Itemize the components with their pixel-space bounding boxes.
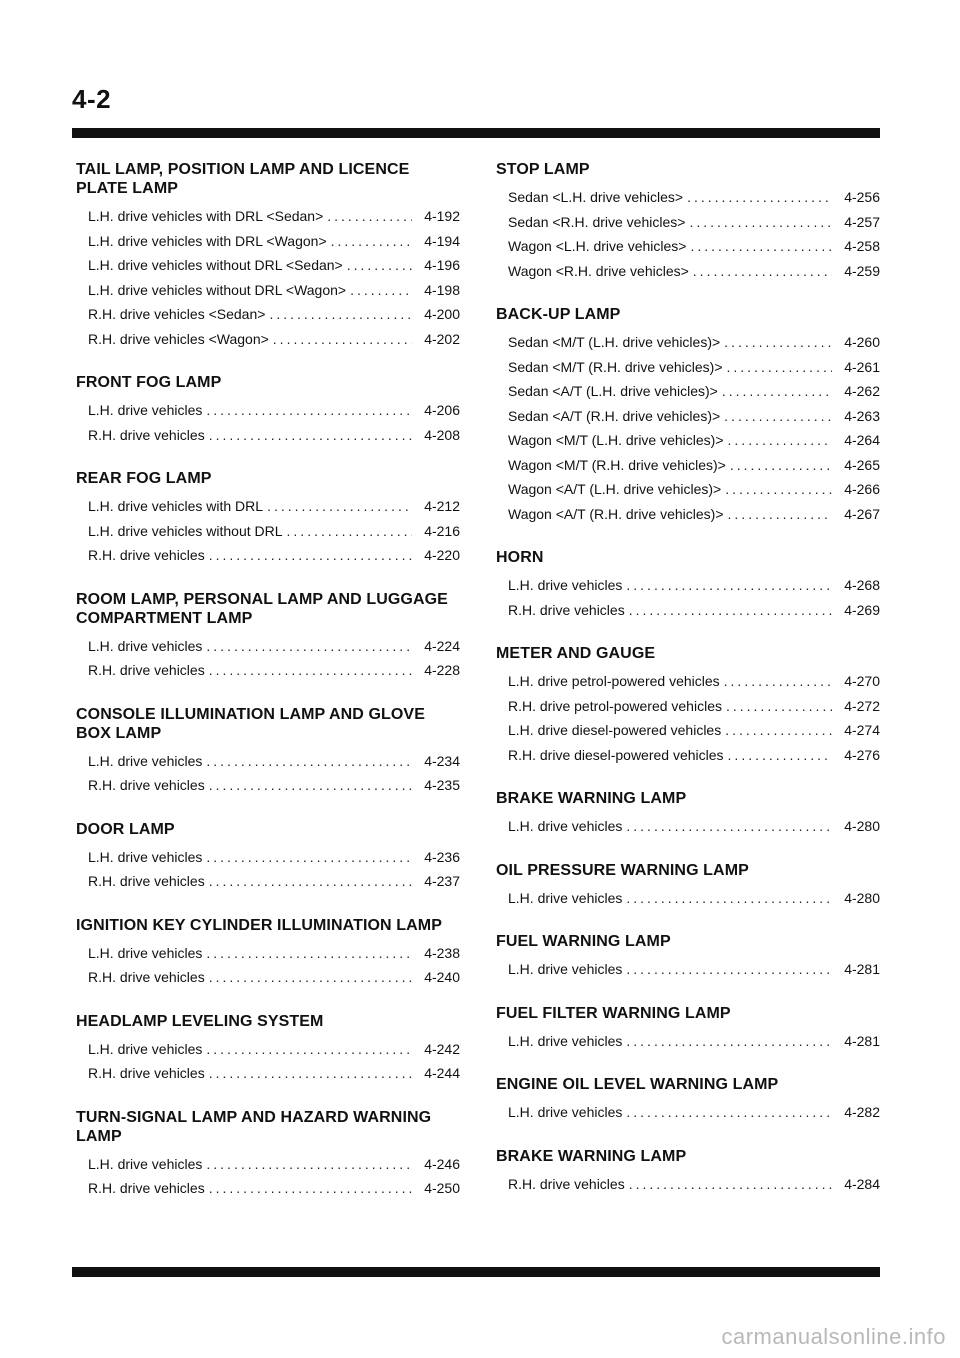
- page-number: 4-2: [72, 84, 112, 114]
- toc-entry[interactable]: [76, 1037, 460, 1062]
- toc-entry[interactable]: [76, 634, 460, 659]
- entry-page-number: 4-208: [424, 426, 460, 443]
- entry-page-number: 4-261: [844, 358, 880, 375]
- entry-page-number: 4-206: [424, 402, 460, 418]
- entry-title: L.H. drive petrol-powered vehicles: [508, 673, 720, 689]
- entry-page-number: 4-262: [844, 383, 880, 399]
- toc-section: [496, 1004, 880, 1054]
- dot-leader: [626, 1029, 832, 1054]
- section-heading: REAR FOG LAMP: [76, 470, 212, 487]
- dot-leader: [629, 1172, 832, 1197]
- entry-page-number: 4-236: [424, 848, 460, 865]
- section-heading: DOOR LAMP: [76, 820, 175, 838]
- section-heading: BACK-UP LAMP: [496, 306, 621, 323]
- entry-title: Sedan <M/T (L.H. drive vehicles)>: [508, 334, 721, 350]
- watermark: carmanualsonline.info: [721, 1324, 946, 1349]
- entry-page-number: 4-257: [844, 213, 880, 230]
- toc-entry[interactable]: [76, 773, 460, 798]
- entry-page-number: 4-281: [844, 1032, 880, 1049]
- entry-page-number: 4-212: [424, 498, 460, 514]
- toc-right-column: [496, 160, 880, 1218]
- toc-entry[interactable]: [496, 814, 880, 839]
- entry-title: R.H. drive vehicles: [88, 662, 205, 678]
- entry-title: L.H. drive vehicles with DRL <Sedan>: [88, 208, 324, 224]
- toc-section: [76, 1012, 460, 1086]
- toc-section: [76, 705, 460, 798]
- entry-title: Wagon <A/T (R.H. drive vehicles)>: [508, 505, 724, 522]
- toc-entry[interactable]: [76, 278, 460, 303]
- toc-entry[interactable]: [496, 330, 880, 355]
- toc-entry[interactable]: [496, 428, 880, 453]
- dot-leader: [728, 428, 832, 453]
- entry-title: L.H. drive vehicles without DRL <Sedan>: [88, 257, 343, 273]
- entry-title: L.H. drive vehicles without DRL: [88, 522, 283, 539]
- entry-page-number: 4-269: [844, 601, 880, 618]
- section-heading: METER AND GAUGE: [496, 645, 656, 662]
- entry-title: L.H. drive vehicles: [88, 1040, 203, 1057]
- toc-entry[interactable]: [496, 1172, 880, 1197]
- toc-section: [496, 160, 880, 283]
- dot-leader: [350, 278, 412, 303]
- dot-leader: [690, 234, 832, 259]
- entry-title: Sedan <A/T (R.H. drive vehicles)>: [508, 407, 721, 424]
- entry-title: Wagon <R.H. drive vehicles>: [508, 262, 689, 279]
- entry-title: R.H. drive vehicles: [88, 873, 205, 889]
- entry-page-number: 4-282: [844, 1104, 880, 1120]
- entry-page-number: 4-272: [844, 697, 880, 714]
- toc-entry[interactable]: [76, 749, 460, 774]
- entry-title: Sedan <A/T (L.H. drive vehicles)>: [508, 383, 718, 399]
- entry-title: R.H. drive diesel-powered vehicles: [508, 746, 724, 763]
- toc-entry[interactable]: [76, 845, 460, 870]
- toc-entry[interactable]: [496, 573, 880, 598]
- dot-leader: [287, 519, 412, 544]
- toc-entry[interactable]: [496, 694, 880, 719]
- dot-leader: [206, 634, 412, 659]
- section-heading: TAIL LAMP, POSITION LAMP AND LICENCE PLATE LAMP: [76, 161, 410, 197]
- dot-leader: [693, 259, 832, 284]
- entry-title: R.H. drive vehicles: [508, 1175, 625, 1192]
- section-heading: HORN: [496, 549, 544, 566]
- toc-section: [76, 820, 460, 894]
- entry-title: R.H. drive vehicles: [508, 601, 625, 618]
- toc-section: [496, 932, 880, 982]
- toc-section: [496, 1147, 880, 1197]
- toc-section: [76, 160, 460, 351]
- toc-entry[interactable]: [76, 658, 460, 683]
- entry-page-number: 4-228: [424, 662, 460, 678]
- entry-page-number: 4-244: [424, 1065, 460, 1081]
- dot-leader: [626, 573, 832, 598]
- dot-leader: [727, 355, 833, 380]
- entry-title: Wagon <A/T (L.H. drive vehicles)>: [508, 481, 722, 497]
- dot-leader: [267, 494, 412, 519]
- dot-leader: [206, 845, 412, 870]
- entry-title: L.H. drive vehicles: [508, 818, 623, 834]
- entry-page-number: 4-280: [844, 818, 880, 834]
- entry-title: L.H. drive vehicles: [88, 637, 203, 654]
- section-heading: HEADLAMP LEVELING SYSTEM: [76, 1012, 324, 1030]
- entry-page-number: 4-200: [424, 306, 460, 322]
- entry-title: R.H. drive vehicles <Wagon>: [88, 330, 269, 347]
- toc-entry[interactable]: [496, 743, 880, 768]
- section-heading: CONSOLE ILLUMINATION LAMP AND GLOVE BOX LAMP: [76, 705, 425, 742]
- entry-page-number: 4-202: [424, 330, 460, 347]
- dot-leader: [209, 1176, 412, 1201]
- dot-leader: [206, 1152, 412, 1177]
- dot-leader: [209, 1061, 412, 1086]
- toc-section: [76, 469, 460, 568]
- entry-page-number: 4-240: [424, 969, 460, 985]
- dot-leader: [331, 229, 412, 254]
- toc-section: [496, 861, 880, 911]
- toc-entry[interactable]: [76, 965, 460, 990]
- dot-leader: [724, 404, 832, 429]
- dot-leader: [726, 694, 832, 719]
- toc-entry[interactable]: [76, 519, 460, 544]
- toc-section: [76, 373, 460, 447]
- toc-entry[interactable]: [76, 398, 460, 423]
- toc-section: [496, 1075, 880, 1125]
- entry-page-number: 4-266: [844, 481, 880, 497]
- bottom-rule: [72, 1267, 880, 1277]
- dot-leader: [626, 957, 832, 982]
- entry-title: L.H. drive vehicles without DRL <Wagon>: [88, 281, 347, 298]
- dot-leader: [206, 1037, 412, 1062]
- entry-page-number: 4-242: [424, 1040, 460, 1057]
- dot-leader: [209, 543, 412, 568]
- section-heading: ENGINE OIL LEVEL WARNING LAMP: [496, 1076, 779, 1093]
- entry-title: Wagon <M/T (R.H. drive vehicles)>: [508, 456, 726, 473]
- toc-entry[interactable]: [496, 355, 880, 380]
- toc-entry[interactable]: [496, 259, 880, 284]
- dot-leader: [724, 669, 832, 694]
- toc-section: [76, 590, 460, 683]
- dot-leader: [209, 658, 412, 683]
- dot-leader: [725, 718, 832, 743]
- top-rule: [72, 128, 880, 138]
- entry-page-number: 4-258: [844, 238, 880, 254]
- entry-page-number: 4-224: [424, 637, 460, 654]
- toc-entry[interactable]: [496, 379, 880, 404]
- entry-title: L.H. drive vehicles: [508, 577, 623, 593]
- dot-leader: [327, 204, 412, 229]
- dot-leader: [273, 327, 412, 352]
- dot-leader: [730, 453, 832, 478]
- entry-page-number: 4-267: [844, 505, 880, 522]
- toc-left-column: [76, 160, 460, 1223]
- toc-entry[interactable]: [76, 327, 460, 352]
- toc-entry[interactable]: [496, 718, 880, 743]
- toc-entry[interactable]: [496, 886, 880, 911]
- dot-leader: [269, 302, 412, 327]
- entry-title: Wagon <M/T (L.H. drive vehicles)>: [508, 432, 724, 448]
- toc-section: [496, 548, 880, 622]
- toc-entry[interactable]: [76, 869, 460, 894]
- toc-entry[interactable]: [76, 229, 460, 254]
- section-heading: IGNITION KEY CYLINDER ILLUMINATION LAMP: [76, 916, 442, 934]
- entry-page-number: 4-256: [844, 189, 880, 205]
- entry-title: L.H. drive diesel-powered vehicles: [508, 722, 722, 738]
- entry-page-number: 4-259: [844, 262, 880, 279]
- toc-entry[interactable]: [76, 1176, 460, 1201]
- entry-title: Sedan <R.H. drive vehicles>: [508, 213, 686, 230]
- toc-entry[interactable]: [76, 494, 460, 519]
- entry-title: R.H. drive vehicles: [88, 777, 205, 793]
- entry-page-number: 4-237: [424, 873, 460, 889]
- entry-title: L.H. drive vehicles with DRL: [88, 498, 264, 514]
- toc-entry[interactable]: [76, 253, 460, 278]
- entry-title: R.H. drive vehicles: [88, 1065, 205, 1081]
- entry-page-number: 4-270: [844, 673, 880, 689]
- section-heading: BRAKE WARNING LAMP: [496, 790, 687, 807]
- entry-page-number: 4-265: [844, 456, 880, 473]
- entry-page-number: 4-220: [424, 547, 460, 563]
- entry-page-number: 4-198: [424, 281, 460, 298]
- toc-entry[interactable]: [76, 204, 460, 229]
- entry-title: Sedan <L.H. drive vehicles>: [508, 189, 684, 205]
- toc-entry[interactable]: [496, 477, 880, 502]
- toc-entry[interactable]: [496, 1100, 880, 1125]
- entry-page-number: 4-238: [424, 944, 460, 961]
- entry-page-number: 4-264: [844, 432, 880, 448]
- entry-title: L.H. drive vehicles: [88, 848, 203, 865]
- dot-leader: [206, 749, 412, 774]
- toc-section: [496, 644, 880, 767]
- entry-page-number: 4-276: [844, 746, 880, 763]
- toc-entry[interactable]: [496, 210, 880, 235]
- entry-page-number: 4-268: [844, 577, 880, 593]
- entry-title: L.H. drive vehicles: [508, 961, 623, 977]
- entry-page-number: 4-260: [844, 334, 880, 350]
- dot-leader: [725, 477, 832, 502]
- entry-page-number: 4-196: [424, 257, 460, 273]
- toc-entry[interactable]: [76, 941, 460, 966]
- entry-title: L.H. drive vehicles: [508, 889, 623, 906]
- entry-title: L.H. drive vehicles: [508, 1032, 623, 1049]
- toc-entry[interactable]: [76, 423, 460, 448]
- section-heading: BRAKE WARNING LAMP: [496, 1147, 687, 1165]
- dot-leader: [209, 965, 412, 990]
- dot-leader: [209, 773, 412, 798]
- toc-entry[interactable]: [76, 543, 460, 568]
- entry-page-number: 4-274: [844, 722, 880, 738]
- entry-page-number: 4-234: [424, 752, 460, 769]
- toc-entry[interactable]: [76, 1061, 460, 1086]
- toc-entry[interactable]: [496, 669, 880, 694]
- toc-section: [76, 1108, 460, 1201]
- toc-section: [496, 305, 880, 526]
- dot-leader: [687, 185, 832, 210]
- toc-section: [496, 789, 880, 839]
- dot-leader: [724, 330, 832, 355]
- section-heading: ROOM LAMP, PERSONAL LAMP AND LUGGAGE COMPARTMENT LAMP: [76, 590, 448, 627]
- dot-leader: [626, 1100, 832, 1125]
- section-heading: FUEL WARNING LAMP: [496, 933, 671, 950]
- entry-page-number: 4-246: [424, 1155, 460, 1172]
- entry-title: L.H. drive vehicles with DRL <Wagon>: [88, 232, 327, 249]
- dot-leader: [626, 814, 832, 839]
- entry-page-number: 4-192: [424, 208, 460, 224]
- entry-title: R.H. drive vehicles: [88, 426, 205, 443]
- entry-title: L.H. drive vehicles: [88, 1155, 203, 1172]
- toc-entry[interactable]: [76, 1152, 460, 1177]
- dot-leader: [206, 941, 412, 966]
- dot-leader: [728, 743, 832, 768]
- entry-page-number: 4-216: [424, 522, 460, 539]
- section-heading: FUEL FILTER WARNING LAMP: [496, 1004, 731, 1022]
- toc-entry[interactable]: [76, 302, 460, 327]
- toc-entry[interactable]: [496, 185, 880, 210]
- entry-page-number: 4-280: [844, 889, 880, 906]
- dot-leader: [722, 379, 832, 404]
- dot-leader: [206, 398, 412, 423]
- dot-leader: [689, 210, 832, 235]
- entry-title: L.H. drive vehicles: [88, 752, 203, 769]
- dot-leader: [209, 423, 412, 448]
- entry-title: L.H. drive vehicles: [88, 402, 203, 418]
- toc-entry[interactable]: [496, 404, 880, 429]
- entry-page-number: 4-281: [844, 961, 880, 977]
- dot-leader: [626, 886, 832, 911]
- section-heading: OIL PRESSURE WARNING LAMP: [496, 861, 749, 879]
- dot-leader: [209, 869, 412, 894]
- entry-page-number: 4-250: [424, 1180, 460, 1196]
- section-heading: FRONT FOG LAMP: [76, 374, 222, 391]
- entry-title: L.H. drive vehicles: [508, 1104, 623, 1120]
- toc-entry[interactable]: [496, 502, 880, 527]
- entry-title: Sedan <M/T (R.H. drive vehicles)>: [508, 358, 723, 375]
- toc-entry[interactable]: [496, 234, 880, 259]
- entry-title: R.H. drive vehicles: [88, 969, 205, 985]
- entry-title: R.H. drive vehicles: [88, 1180, 205, 1196]
- entry-page-number: 4-284: [844, 1175, 880, 1192]
- entry-title: R.H. drive petrol-powered vehicles: [508, 697, 722, 714]
- entry-title: R.H. drive vehicles: [88, 547, 205, 563]
- entry-title: Wagon <L.H. drive vehicles>: [508, 238, 687, 254]
- entry-title: R.H. drive vehicles <Sedan>: [88, 306, 266, 322]
- toc-entry[interactable]: [496, 1029, 880, 1054]
- toc-section: [76, 916, 460, 990]
- dot-leader: [728, 502, 832, 527]
- entry-page-number: 4-263: [844, 407, 880, 424]
- dot-leader: [629, 598, 832, 623]
- toc-entry[interactable]: [496, 957, 880, 982]
- section-heading: TURN-SIGNAL LAMP AND HAZARD WARNING LAMP: [76, 1108, 432, 1145]
- entry-title: L.H. drive vehicles: [88, 944, 203, 961]
- toc-entry[interactable]: [496, 453, 880, 478]
- toc-entry[interactable]: [496, 598, 880, 623]
- entry-page-number: 4-194: [424, 232, 460, 249]
- section-heading: STOP LAMP: [496, 161, 590, 178]
- dot-leader: [347, 253, 412, 278]
- entry-page-number: 4-235: [424, 777, 460, 793]
